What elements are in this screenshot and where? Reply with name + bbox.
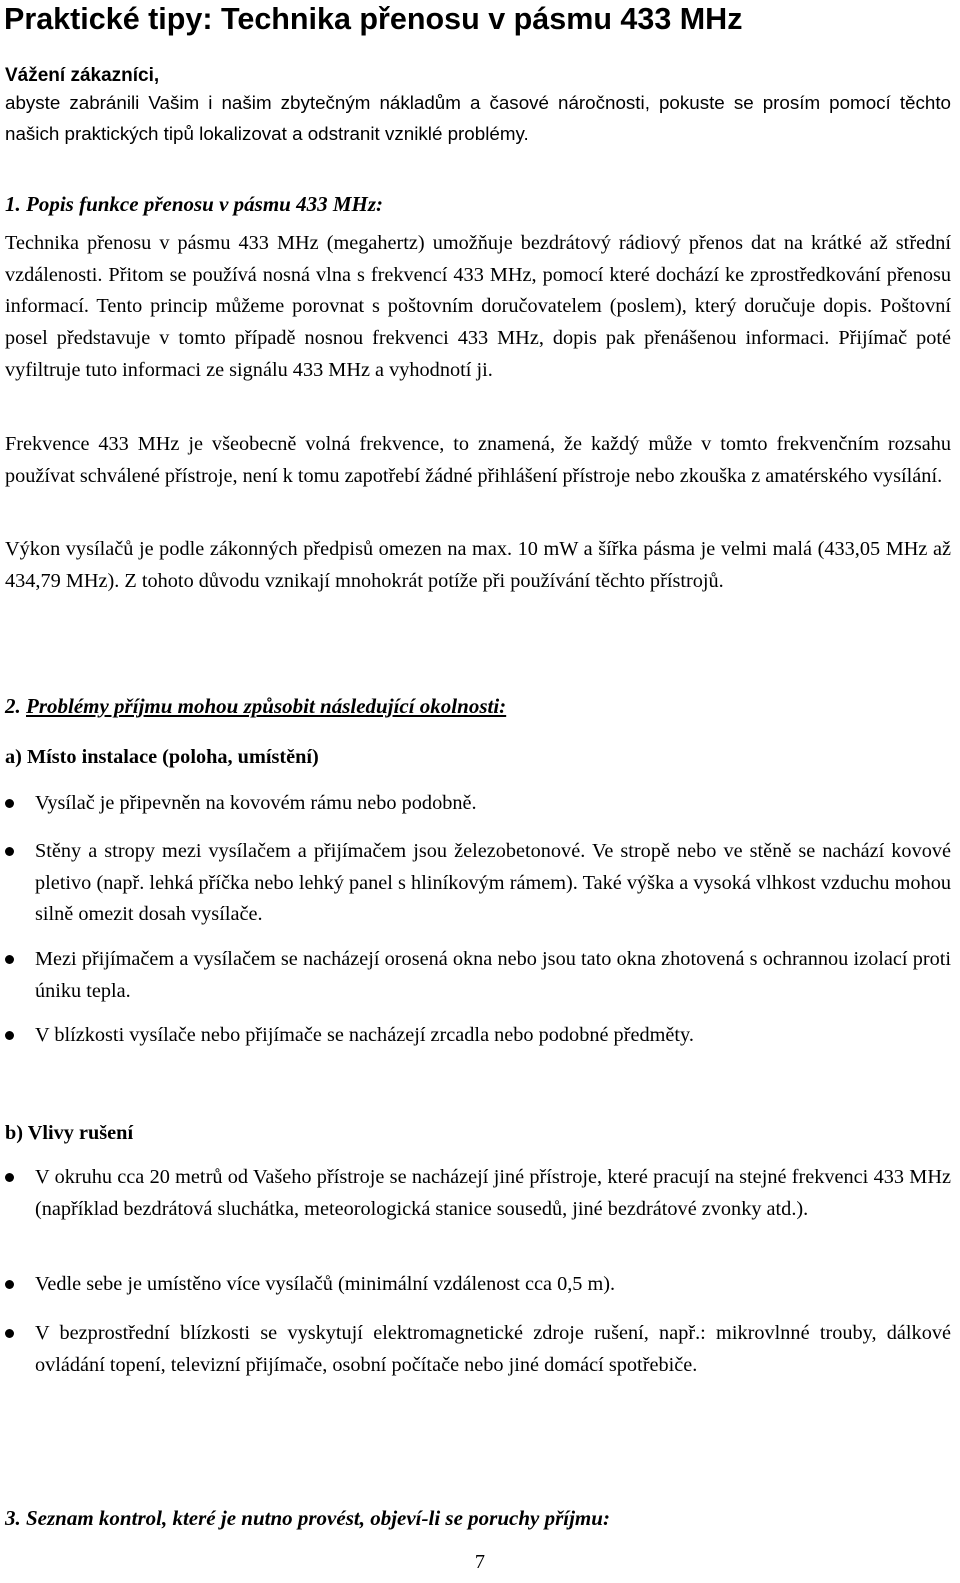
list-item-text: Mezi přijímačem a vysílačem se nacházejí orosená okna nebo jsou tato okna zhotovená s ochrannou izolací proti úniku tepla. <box>35 948 951 1002</box>
page-number: 7 <box>474 1551 486 1573</box>
bullet-icon <box>5 955 14 964</box>
section-1-heading: 1. Popis funkce přenosu v pásmu 433 MHz: <box>5 192 384 216</box>
list-item-text: Stěny a stropy mezi vysílačem a přijímačem jsou železobetonové. Ve stropě nebo ve stěně se nachází kovové pletivo (např. lehká příčka nebo lehký panel s hliníkovým rámem). Také výška a vysoká vlhkost vzduchu mohou silně omezit dosah vysílače. <box>35 840 951 926</box>
list-item-text: V okruhu cca 20 metrů od Vašeho přístroje se nacházejí jiné přístroje, které pracují na stejné frekvenci 433 MHz (například bezdrátová sluchátka, meteorologická stanice sousedů, jiné bezdrátové zvonky atd.). <box>35 1166 951 1220</box>
list-item-text: V blízkosti vysílače nebo přijímače se nacházejí zrcadla nebo podobné předměty. <box>35 1024 694 1046</box>
intro-paragraph: abyste zabránili Vašim i našim zbytečným nákladům a časové náročnosti, pokuste se prosím pomocí těchto našich praktických tipů lokalizovat a odstranit vzniklé problémy. <box>5 92 951 144</box>
bullet-icon <box>5 1329 14 1338</box>
subsection-b-heading: b) Vlivy rušení <box>5 1122 134 1144</box>
bullet-icon <box>5 1280 14 1289</box>
section-2-title: Problémy příjmu mohou způsobit následující okolnosti: <box>26 694 507 718</box>
bullet-icon <box>5 847 14 856</box>
bullet-icon <box>5 1173 14 1182</box>
section-1-paragraph: Technika přenosu v pásmu 433 MHz (megahertz) umožňuje bezdrátový rádiový přenos dat na krátké až střední vzdálenosti. Přitom se používá nosná vlna s frekvencí 433 MHz, pomocí které dochází ke zprostředkování přenosu informací. Tento princip můžeme porovnat s poštovním doručovatelem (poslem), který doručuje dopis. Poštovní posel představuje v tomto případě nosnou frekvenci 433 MHz, dopis pak přenášenou informaci. Přijímač poté vyfiltruje tuto informaci ze signálu 433 MHz a vyhodnotí ji. <box>5 232 951 381</box>
section-2-heading <box>5 692 506 720</box>
section-1-paragraph: Výkon vysílačů je podle zákonných předpisů omezen na max. 10 mW a šířka pásma je velmi malá (433,05 MHz až 434,79 MHz). Z tohoto důvodu vznikají mnohokrát potíže při používání těchto přístrojů. <box>5 538 951 592</box>
section-3-heading: 3. Seznam kontrol, které je nutno provést, objeví-li se poruchy příjmu: <box>5 1506 610 1530</box>
list-item-text: Vedle sebe je umístěno více vysílačů (minimální vzdálenost cca 0,5 m). <box>35 1273 616 1295</box>
greeting: Vážení zákazníci, <box>5 65 160 86</box>
subsection-a-heading: a) Místo instalace (poloha, umístění) <box>5 746 319 768</box>
section-1-paragraph: Frekvence 433 MHz je všeobecně volná frekvence, to znamená, že každý může v tomto frekvenčním rozsahu používat schválené přístroje, není k tomu zapotřebí žádné přihlášení přístroje nebo zkouška z amatérského vysílání. <box>5 433 951 487</box>
page-title: Praktické tipy: Technika přenosu v pásmu 433 MHz <box>4 2 743 36</box>
list-item-text: Vysílač je připevněn na kovovém rámu nebo podobně. <box>35 792 477 814</box>
section-2-number: 2. <box>5 694 21 718</box>
bullet-icon <box>5 1031 14 1040</box>
list-item-text: V bezprostřední blízkosti se vyskytují elektromagnetické zdroje rušení, např.: mikrovlnné trouby, dálkové ovládání topení, televizní přijímače, osobní počítače nebo jiné domácí spotřebiče. <box>35 1322 951 1376</box>
bullet-icon <box>5 799 14 808</box>
